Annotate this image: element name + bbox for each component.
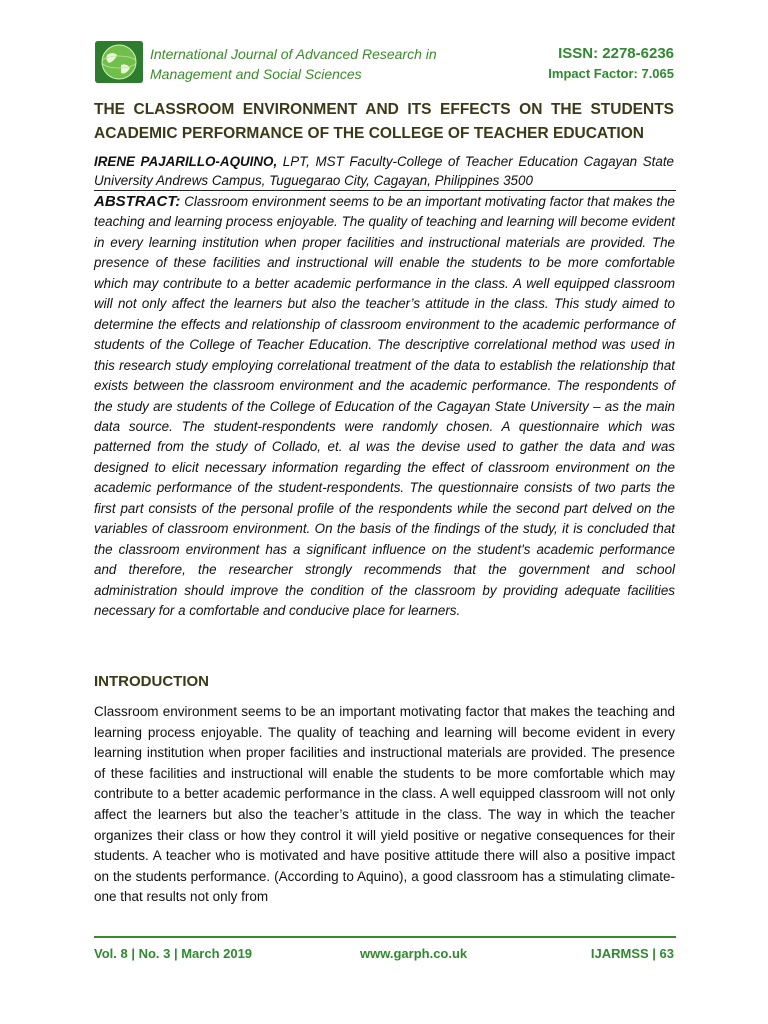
abstract-label: ABSTRACT: (94, 193, 181, 210)
footer-website-link[interactable]: www.garph.co.uk (360, 946, 468, 961)
impact-factor: Impact Factor: 7.065 (548, 66, 674, 81)
author-affiliation: LPT, MST Faculty-College of Teacher Education Cagayan State University Andrews Campus, Tuguegarao City, Cagayan, Philippines 3500 (94, 154, 675, 188)
section-heading-introduction: INTRODUCTION (94, 673, 209, 690)
paper-title-line1: THE CLASSROOM ENVIRONMENT AND ITS EFFECTS ON THE STUDENTS (94, 101, 674, 118)
footer-page-number: IJARMSS | 63 (590, 946, 674, 961)
introduction-text: Classroom environment seems to be an important motivating factor that makes the teaching and learning process enjoyable. The quality of teaching and learning will become evident in every learning institution when proper facilities and instructional materials are provided. The presence of these facilities and instructional will enable the students to be more comfortable which may contribute to a better academic performance in the class. A well equipped classroom will not only affect the learners but also the teacher’s attitude in the class. The way in which the teacher organizes their class or how they control it will yield positive or negative consequences for their students. A teacher who is motivated and have positive attitude there will also a positive impact on the students performance. (According to Aquino), a good classroom has a stimulating climate-one that results not only from (94, 704, 675, 905)
author-name: IRENE PAJARILLO-AQUINO, (94, 154, 278, 169)
paper-title (94, 98, 674, 146)
author-block (94, 152, 674, 190)
globe-logo (95, 41, 143, 83)
issn: ISSN: 2278-6236 (558, 45, 674, 62)
paper-title-line2: ACADEMIC PERFORMANCE OF THE COLLEGE OF TEACHER EDUCATION (94, 125, 644, 142)
abstract-text: Classroom environment seems to be an important motivating factor that makes the teaching and learning process enjoyable. The quality of teaching and learning will become evident in every learning institution when proper facilities and instructional materials are provided. The presence of these facilities and instructional will enable the students to be more comfortable which may contribute to a better academic performance in the class. A well equipped classroom will not only affect the learners but also the teacher’s attitude in the class. This study aimed to determine the effects and relationship of classroom environment to the academic performance of students of the College of Teacher Education. The descriptive correlational method was used in this research study employing correlational treatment of the data to establish the relationship that exists between the classroom environment and the academic performance. The respondents of the study are students of the College of Education of the Cagayan State University – as the main data source. The student-respondents were randomly chosen. A questionnaire which was patterned from the study of Collado, et. al was the devise used to gather the data and was designed to elicit necessary information regarding the effect of classroom environment on the academic performance of the student-respondents. The questionnaire consists of two parts the first part consists of the personal profile of the respondents while the second part delved on the variables of classroom environment. On the basis of the findings of the study, it is concluded that the classroom environment has a significant influence on the student's academic performance and therefore, the researcher strongly recommends that the government and school administration should improve the condition of the classroom by providing adequate facilities necessary for a comfortable and conducive place for learners. (94, 194, 675, 619)
journal-identifiers (548, 44, 674, 84)
footer-divider (94, 936, 676, 938)
journal-name-line1: International Journal of Advanced Research in (150, 46, 437, 62)
journal-name-line2: Management and Social Sciences (150, 66, 362, 82)
divider (94, 190, 676, 191)
abstract (94, 192, 675, 622)
footer-volume: Vol. 8 | No. 3 | March 2019 (94, 946, 253, 961)
journal-name (150, 44, 437, 84)
